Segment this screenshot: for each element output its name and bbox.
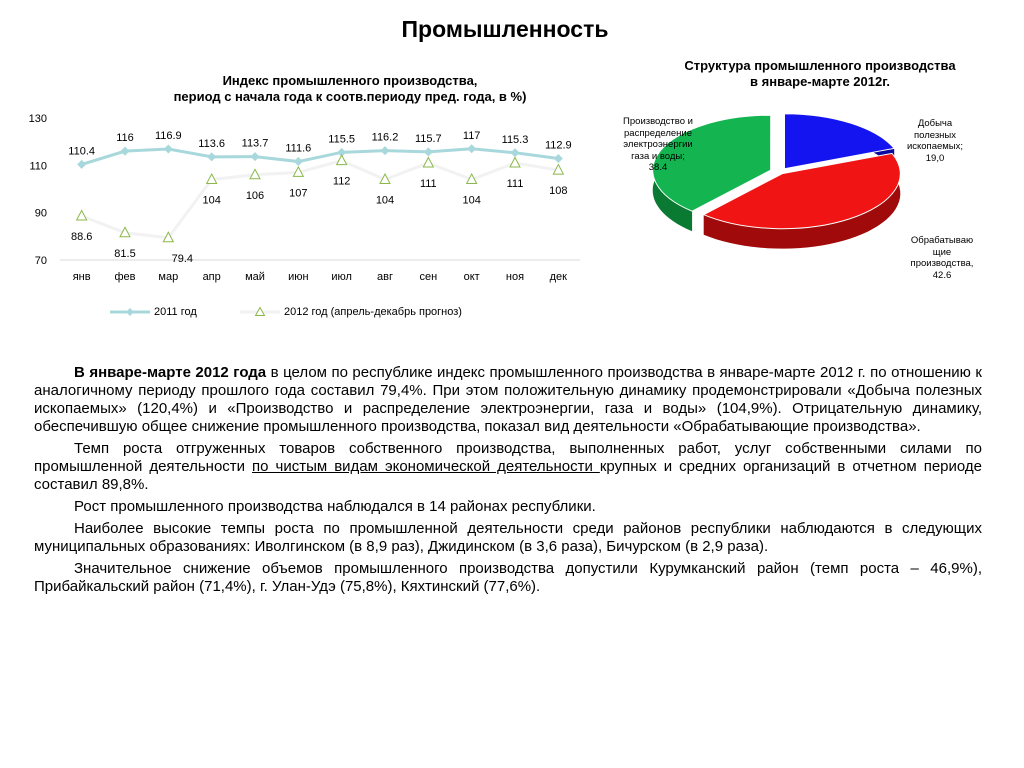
line-chart-title (120, 73, 580, 105)
data-point-2011 (511, 148, 520, 157)
line-chart-title-line1: Индекс промышленного производства, (222, 73, 478, 88)
y-tick-label: 130 (28, 113, 47, 125)
data-label-2012: 111 (506, 177, 524, 190)
paragraph-2 (34, 440, 982, 494)
series-line-0 (82, 149, 559, 165)
x-tick-label: июн (288, 271, 309, 283)
pie-label-manufacturing-line2: щие (932, 246, 952, 258)
pie-label-utilities-line2: распределение (624, 127, 692, 139)
x-tick-label: янв (72, 271, 91, 283)
data-point-2011 (164, 145, 173, 154)
data-label-2012: 108 (549, 185, 568, 198)
data-point-2011 (294, 157, 303, 166)
page-title: Промышленность (401, 16, 609, 42)
body-text (34, 364, 982, 600)
data-point-2012 (423, 157, 433, 167)
data-label-2012: 104 (462, 194, 481, 207)
pie-label-manufacturing-value: 42.6 (932, 269, 952, 281)
legend-2012-swatch (240, 306, 280, 318)
pie-label-manufacturing-line3: производства, (910, 258, 974, 269)
x-tick-label: ноя (505, 271, 525, 283)
line-chart-title-line2: период с начала года к соотв.периоду пред. года, в %) (173, 89, 527, 104)
y-tick-label: 90 (34, 207, 47, 220)
x-tick-label: фев (114, 271, 136, 283)
legend-2011-label: 2011 год (154, 306, 197, 318)
data-label-2011: 110.4 (68, 145, 96, 158)
data-label-2011: 115.7 (414, 132, 442, 145)
data-point-2011 (554, 154, 563, 163)
data-point-2012 (77, 210, 87, 220)
data-label-2012: 112 (332, 175, 351, 188)
data-label-2011: 113.6 (198, 137, 226, 150)
data-point-2011 (467, 144, 476, 153)
data-point-2011 (424, 147, 433, 156)
pie-chart-title-line1: Структура промышленного производства (684, 58, 956, 73)
line-chart (0, 108, 590, 298)
data-label-2012: 106 (245, 189, 265, 202)
legend-2012-label: 2012 год (апрель-декабрь прогноз) (284, 306, 462, 318)
pie-label-mining (880, 118, 990, 164)
paragraph-1-text: в целом по республике индекс промышленного производства в январе-марте 2012 г. по отношению к аналогичному периоду прошлого года составил 79,4%. При этом положительную динамику продемонстрировали «Добыча полезных ископаемых» (120,4%) и «Производство и распределение электроэнергии, газа и воды» (104,9%). Отрицательную динамику, обеспечившую общее снижение промышленного производства, показал вид деятельности «Обрабатывающие производства». (34, 364, 982, 435)
data-label-2012: 104 (202, 194, 221, 207)
paragraph-2-link[interactable]: по чистым видам экономической деятельности (252, 458, 600, 475)
legend-2011-swatch (110, 306, 150, 318)
pie-label-mining-line2: полезных (913, 129, 957, 141)
x-tick-label: май (245, 271, 265, 283)
x-tick-label: июл (331, 271, 352, 283)
legend-2012 (240, 306, 462, 318)
x-tick-label: апр (202, 271, 221, 283)
data-label-2011: 116.2 (371, 131, 399, 144)
data-point-2012 (337, 155, 347, 165)
pie-label-mining-value: 19,0 (925, 152, 945, 164)
pie-label-utilities (608, 116, 708, 174)
paragraph-4: Наиболее высокие темпы роста по промышленной деятельности среди районов республики наблюдаются в следующих муниципальных образованиях: Иволгинском (в 8,9 раз), Джидинском (в 3,6 раза), Бичурском (в 2,9 раза). (34, 520, 982, 555)
paragraph-1 (34, 364, 982, 436)
data-point-2011 (77, 160, 86, 169)
pie-label-mining-line1: Добыча (917, 118, 953, 129)
paragraph-1-lead: В январе-марте 2012 года (74, 364, 267, 381)
data-point-2011 (121, 147, 130, 156)
data-label-2011: 115.3 (501, 133, 529, 146)
data-label-2011: 112.9 (544, 139, 572, 152)
data-label-2011: 117 (462, 129, 481, 142)
pie-label-utilities-line3: электроэнергии (623, 139, 693, 150)
data-label-2011: 116 (116, 132, 134, 145)
data-label-2011: 115.5 (328, 133, 356, 146)
data-label-2012: 107 (289, 187, 308, 200)
data-label-2012: 79.4 (171, 252, 194, 265)
pie-label-utilities-line1: Производство и (623, 116, 693, 127)
data-label-2011: 113.7 (241, 137, 269, 150)
pie-label-manufacturing (892, 235, 992, 281)
x-tick-label: сен (419, 271, 438, 283)
data-label-2012: 88.6 (70, 230, 93, 243)
x-tick-label: мар (158, 271, 179, 283)
data-label-2011: 111.6 (285, 142, 312, 155)
paragraph-2-text-b: крупных и средних организаций в отчетном периоде составил 89,8%. (34, 458, 982, 493)
pie-chart-title (640, 58, 1000, 90)
y-tick-label: 110 (29, 160, 47, 173)
data-label-2011: 116.9 (154, 130, 182, 143)
series-line-1 (82, 161, 559, 238)
data-label-2012: 81.5 (114, 247, 136, 260)
pie-label-mining-line3: ископаемых; (906, 141, 964, 152)
pie-label-utilities-line4: газа и воды; (631, 150, 685, 162)
pie-label-manufacturing-line1: Обрабатываю (910, 235, 974, 246)
x-tick-label: окт (463, 271, 480, 283)
data-point-2011 (381, 146, 390, 155)
pie-chart-title-line2: в январе-марте 2012г. (750, 74, 890, 89)
pie-label-utilities-value: 38.4 (648, 162, 668, 173)
data-point-2011 (251, 152, 260, 161)
data-label-2012: 104 (375, 194, 395, 207)
y-tick-label: 70 (34, 255, 47, 267)
paragraph-3: Рост промышленного производства наблюдался в 14 районах республики. (74, 498, 596, 515)
data-label-2012: 111 (419, 177, 437, 190)
paragraph-5: Значительное снижение объемов промышленного производства допустили Курумканский район (темп роста – 46,9%), Прибайкальский район (71,4%), г. Улан-Удэ (75,8%), Кяхтинский (77,6%). (34, 560, 982, 595)
x-tick-label: авг (377, 271, 393, 283)
legend-2011 (110, 306, 197, 318)
paragraph-2-text-a: Темп роста отгруженных товаров собственного производства, выполненных работ, услуг собственными силами по промышленной деятельности (34, 440, 982, 475)
x-tick-label: дек (549, 271, 568, 283)
data-point-2011 (207, 152, 216, 161)
